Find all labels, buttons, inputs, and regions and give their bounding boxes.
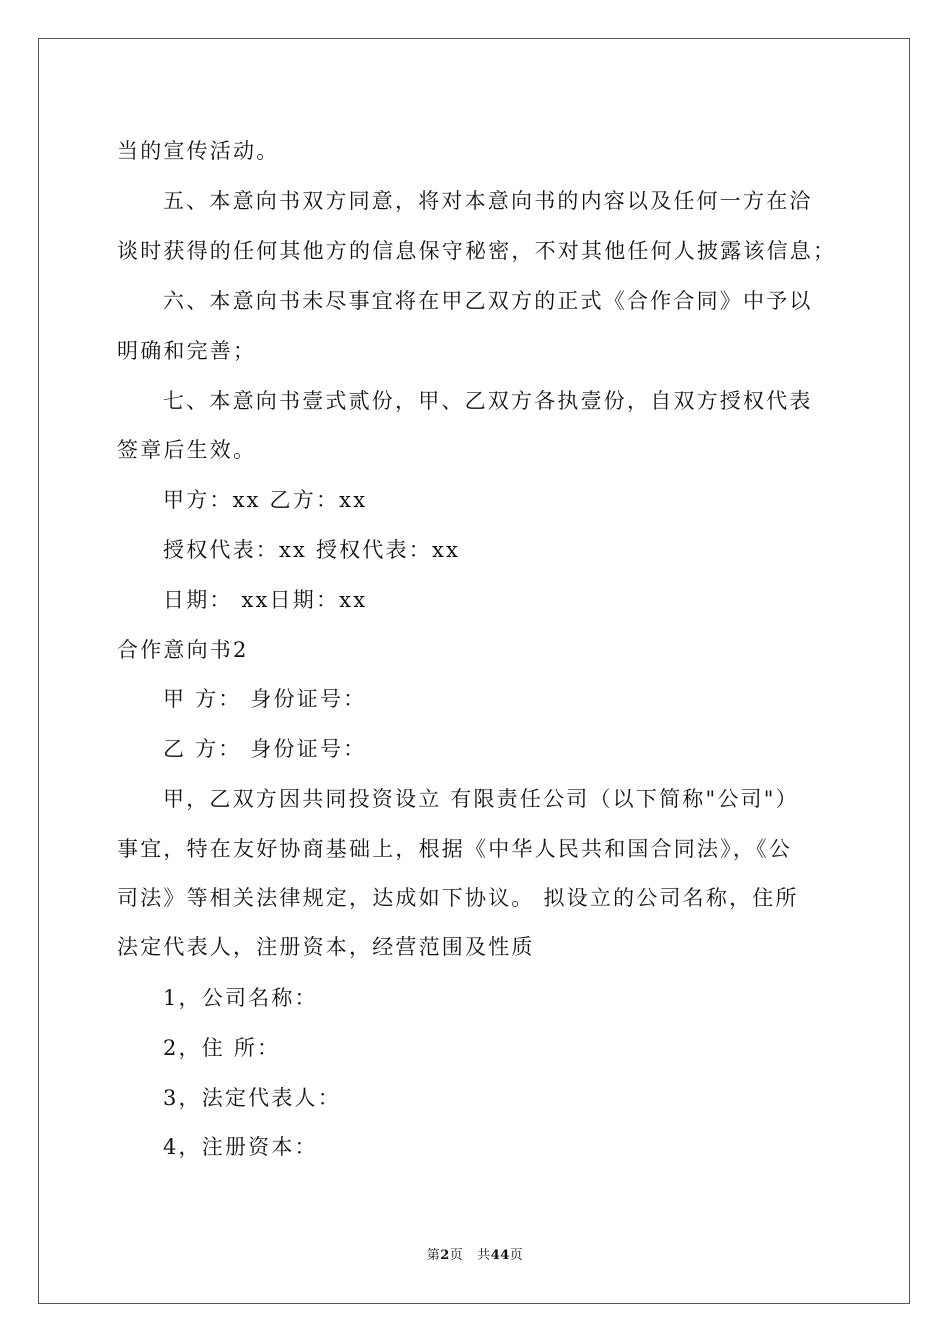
page-footer — [0, 1247, 950, 1265]
paragraph-line: 谈时获得的任何其他方的信息保守秘密，不对其他任何人披露该信息； — [117, 239, 837, 263]
list-item: 3，法定代表人： — [163, 1086, 341, 1110]
list-item: 4，注册资本： — [163, 1135, 318, 1159]
list-item: 2，住 所： — [163, 1036, 281, 1060]
total-prefix: 共 — [477, 1248, 491, 1263]
paragraph-line: 事宜，特在友好协商基础上，根据《中华人民共和国合同法》，《公 — [117, 837, 792, 861]
representatives-line: 授权代表：xx 授权代表：xx — [163, 538, 461, 562]
paragraph-line: 六、本意向书未尽事宜将在甲乙双方的正式《合作合同》中予以 — [163, 289, 813, 313]
page-border — [38, 38, 910, 1304]
paragraph-line: 法定代表人，注册资本，经营范围及性质 — [117, 935, 535, 959]
paragraph-line: 明确和完善； — [117, 339, 257, 363]
paragraph-line: 当的宣传活动。 — [117, 139, 280, 163]
total-pages: 44 — [490, 1248, 510, 1263]
paragraph-line: 七、本意向书壹式贰份，甲、乙双方各执壹份，自双方授权代表 — [163, 389, 813, 413]
total-suffix: 页 — [509, 1248, 524, 1263]
dates-line: 日期： xx日期：xx — [163, 588, 368, 612]
party-b-line: 乙 方： 身份证号： — [163, 737, 367, 761]
page-suffix: 页 — [449, 1248, 464, 1263]
paragraph-line: 五、本意向书双方同意，将对本意向书的内容以及任何一方在洽 — [163, 189, 813, 213]
section-title: 合作意向书2 — [117, 638, 249, 662]
party-a-line: 甲 方： 身份证号： — [163, 687, 367, 711]
paragraph-line: 司法》等相关法律规定，达成如下协议。 拟设立的公司名称，住所 — [117, 886, 799, 910]
page-number: 2 — [440, 1248, 450, 1263]
paragraph-line: 甲，乙双方因共同投资设立 有限责任公司（以下简称"公司"） — [163, 787, 799, 811]
list-item: 1，公司名称： — [163, 986, 318, 1010]
paragraph-line: 签章后生效。 — [117, 438, 257, 462]
party-names-line: 甲方：xx 乙方：xx — [163, 488, 368, 512]
page-prefix: 第 — [426, 1248, 441, 1263]
